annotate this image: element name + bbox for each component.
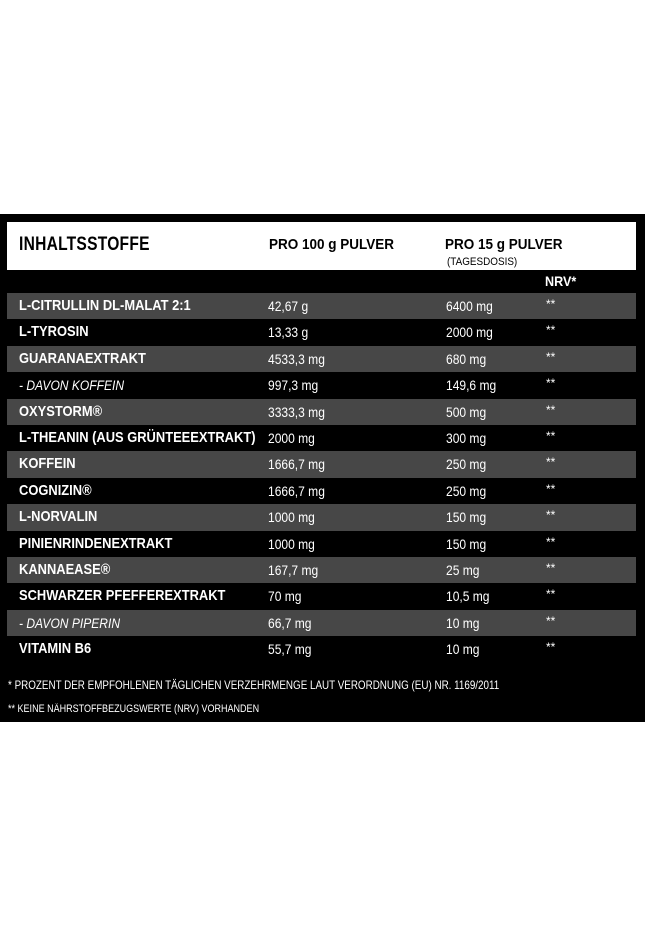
ingredient-name: VITAMIN B6: [19, 640, 92, 658]
amount-per-15g: 250 mg: [446, 456, 487, 473]
header-per-100g: PRO 100 g PULVER: [269, 236, 395, 253]
amount-per-100g: 1000 mg: [268, 509, 315, 526]
ingredient-name: L-THEANIN (AUS GRÜNTEEEXTRAKT): [19, 428, 256, 446]
amount-per-15g: 10 mg: [446, 614, 480, 631]
nrv-value: **: [546, 297, 556, 311]
ingredient-name: - DAVON PIPERIN: [19, 614, 121, 631]
ingredient-name: L-CITRULLIN DL-MALAT 2:1: [19, 297, 191, 314]
nrv-value: **: [546, 508, 556, 523]
nrv-value: **: [546, 613, 556, 628]
table-row: [7, 346, 636, 372]
amount-per-100g: 70 mg: [268, 588, 302, 605]
ingredient-name: GUARANAEXTRAKT: [19, 349, 146, 367]
table-row: [7, 610, 636, 636]
table-row: [7, 451, 636, 477]
nrv-value: **: [546, 428, 556, 443]
nrv-value: **: [546, 560, 556, 575]
nrv-value: **: [546, 481, 556, 496]
header-ingredients: INHALTSSTOFFE: [19, 234, 150, 255]
footnote-no-nrv: ** KEINE NÄHRSTOFFBEZUGSWERTE (NRV) VORHANDEN: [8, 703, 260, 715]
amount-per-100g: 42,67 g: [268, 298, 309, 314]
nutrition-panel: [0, 214, 645, 722]
amount-per-15g: 250 mg: [446, 482, 487, 499]
nrv-value: **: [546, 455, 556, 470]
amount-per-100g: 4533,3 mg: [268, 350, 325, 367]
header-per-15g: PRO 15 g PULVER: [445, 236, 563, 253]
amount-per-15g: 500 mg: [446, 403, 487, 420]
ingredient-name: L-TYROSIN: [19, 323, 89, 341]
table-row: [7, 425, 636, 451]
amount-per-15g: 6400 mg: [446, 298, 493, 314]
ingredients-table: [7, 293, 636, 662]
ingredient-name: KANNAEASE®: [19, 560, 111, 578]
table-row: [7, 557, 636, 583]
amount-per-15g: 300 mg: [446, 429, 487, 446]
nrv-value: **: [546, 640, 556, 655]
table-row: [7, 504, 636, 530]
header-nrv: NRV*: [545, 273, 577, 289]
ingredient-name: - DAVON KOFFEIN: [19, 377, 125, 394]
amount-per-100g: 167,7 mg: [268, 561, 319, 578]
table-row: [7, 531, 636, 557]
amount-per-100g: 55,7 mg: [268, 641, 312, 658]
table-row: [7, 319, 636, 345]
nrv-value: **: [546, 402, 556, 417]
nrv-value: **: [546, 323, 556, 338]
table-row: [7, 372, 636, 398]
ingredient-name: PINIENRINDENEXTRAKT: [19, 534, 173, 552]
amount-per-15g: 149,6 mg: [446, 377, 497, 394]
ingredient-name: OXYSTORM®: [19, 402, 103, 420]
table-row: [7, 478, 636, 504]
nrv-value: **: [546, 376, 556, 391]
amount-per-15g: 10 mg: [446, 641, 480, 658]
amount-per-100g: 66,7 mg: [268, 614, 312, 631]
ingredient-name: L-NORVALIN: [19, 508, 98, 526]
amount-per-15g: 150 mg: [446, 509, 487, 526]
amount-per-15g: 2000 mg: [446, 324, 493, 341]
nrv-value: **: [546, 349, 556, 364]
amount-per-100g: 1666,7 mg: [268, 482, 325, 499]
nrv-value: **: [546, 534, 556, 549]
amount-per-100g: 2000 mg: [268, 429, 315, 446]
amount-per-100g: 997,3 mg: [268, 377, 319, 394]
ingredient-name: SCHWARZER PFEFFEREXTRAKT: [19, 587, 226, 605]
amount-per-15g: 25 mg: [446, 561, 480, 578]
amount-per-15g: 680 mg: [446, 350, 487, 367]
amount-per-100g: 1000 mg: [268, 535, 315, 552]
ingredient-name: KOFFEIN: [19, 455, 76, 473]
ingredient-name: COGNIZIN®: [19, 481, 92, 499]
table-row: [7, 583, 636, 609]
amount-per-100g: 1666,7 mg: [268, 456, 325, 473]
table-row: [7, 399, 636, 425]
table-row: [7, 293, 636, 319]
amount-per-100g: 3333,3 mg: [268, 403, 325, 420]
table-row: [7, 636, 636, 662]
table-header: [7, 222, 636, 270]
amount-per-15g: 150 mg: [446, 535, 487, 552]
amount-per-15g: 10,5 mg: [446, 588, 490, 605]
nrv-value: **: [546, 587, 556, 602]
footnote-nrv-definition: * PROZENT DER EMPFOHLENEN TÄGLICHEN VERZEHRMENGE LAUT VERORDNUNG (EU) NR. 1169/2011: [8, 678, 500, 692]
amount-per-100g: 13,33 g: [268, 324, 309, 341]
header-daily-dose: (TAGESDOSIS): [447, 256, 518, 268]
